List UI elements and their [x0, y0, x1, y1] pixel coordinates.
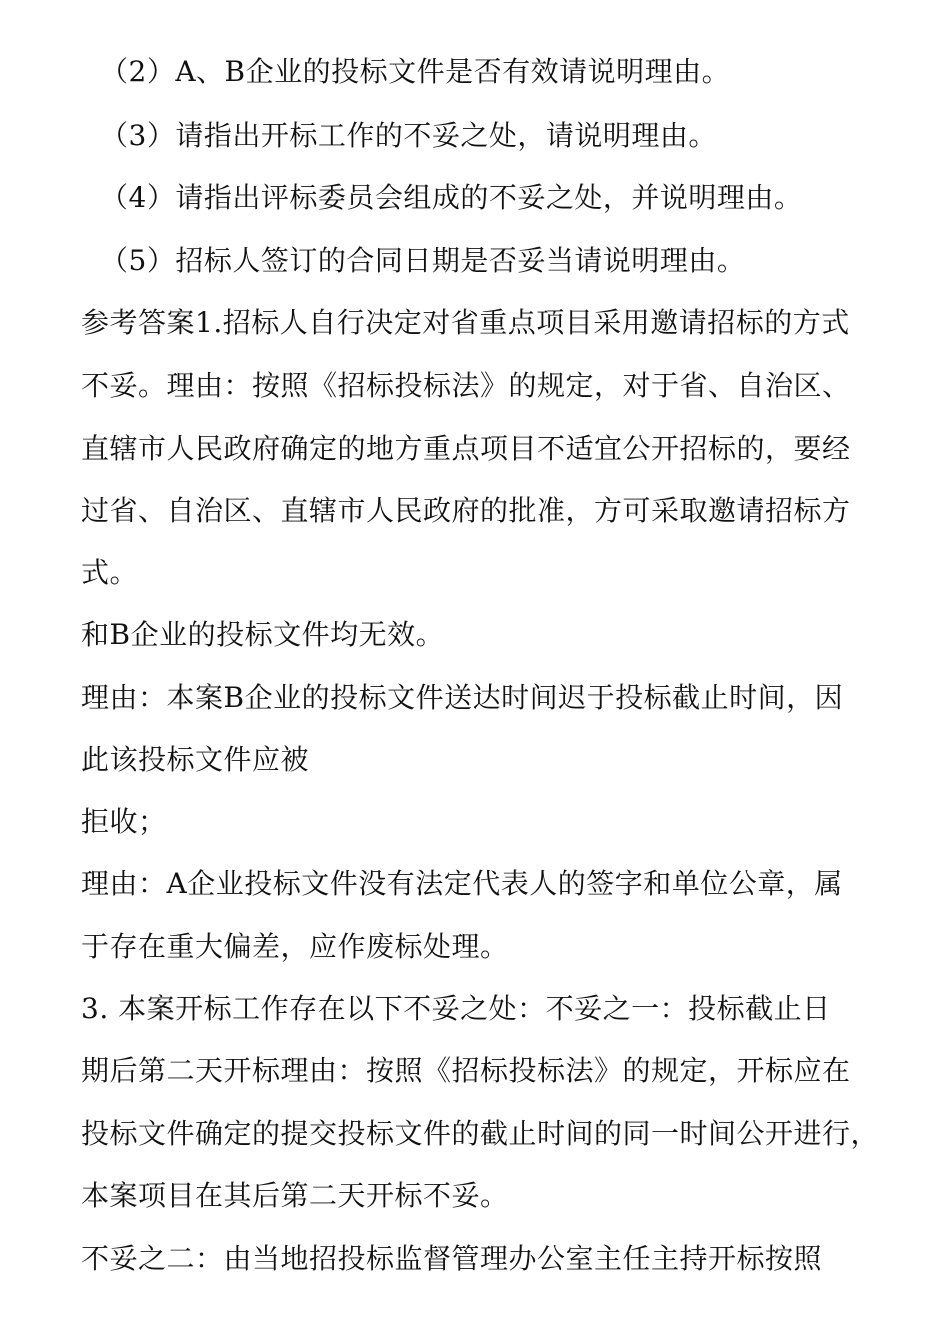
answer-line-6: 和B企业的投标文件均无效。 — [81, 618, 445, 651]
question-3: （3）请指出开标工作的不妥之处，请说明理由。 — [100, 119, 717, 152]
answer-line-2: 不妥。理由：按照《招标投标法》的规定，对于省、自治区、 — [81, 369, 851, 402]
question-4: （4）请指出评标委员会组成的不妥之处，并说明理由。 — [100, 181, 803, 214]
answer-line-14: 投标文件确定的提交投标文件的截止时间的同一时间公开进行， — [81, 1117, 880, 1150]
question-5: （5）招标人签订的合同日期是否妥当请说明理由。 — [100, 244, 746, 277]
answer-line-12: 3. 本案开标工作存在以下不妥之处：不妥之一：投标截止日 — [81, 992, 831, 1025]
answer-line-7: 理由：本案B企业的投标文件送达时间迟于投标截止时间，因 — [81, 681, 844, 714]
answer-line-9: 拒收； — [81, 805, 167, 838]
answer-line-15: 本案项目在其后第二天开标不妥。 — [81, 1179, 509, 1212]
answer-line-8: 此该投标文件应被 — [81, 743, 310, 776]
answer-line-10: 理由：A企业投标文件没有法定代表人的签字和单位公章，属 — [81, 867, 843, 900]
answer-line-3: 直辖市人民政府确定的地方重点项目不适宜公开招标的，要经 — [81, 432, 851, 465]
answer-line-4: 过省、自治区、直辖市人民政府的批准，方可采取邀请招标方 — [81, 494, 851, 527]
answer-line-11: 于存在重大偏差，应作废标处理。 — [81, 930, 509, 963]
answer-line-5: 式。 — [81, 556, 139, 589]
answer-line-1: 参考答案1.招标人自行决定对省重点项目采用邀请招标的方式 — [81, 306, 850, 339]
answer-line-13: 期后第二天开标理由：按照《招标投标法》的规定，开标应在 — [81, 1054, 851, 1087]
question-2: （2）A、B企业的投标文件是否有效请说明理由。 — [100, 55, 731, 88]
answer-line-16: 不妥之二：由当地招投标监督管理办公室主任主持开标按照 — [81, 1242, 823, 1275]
